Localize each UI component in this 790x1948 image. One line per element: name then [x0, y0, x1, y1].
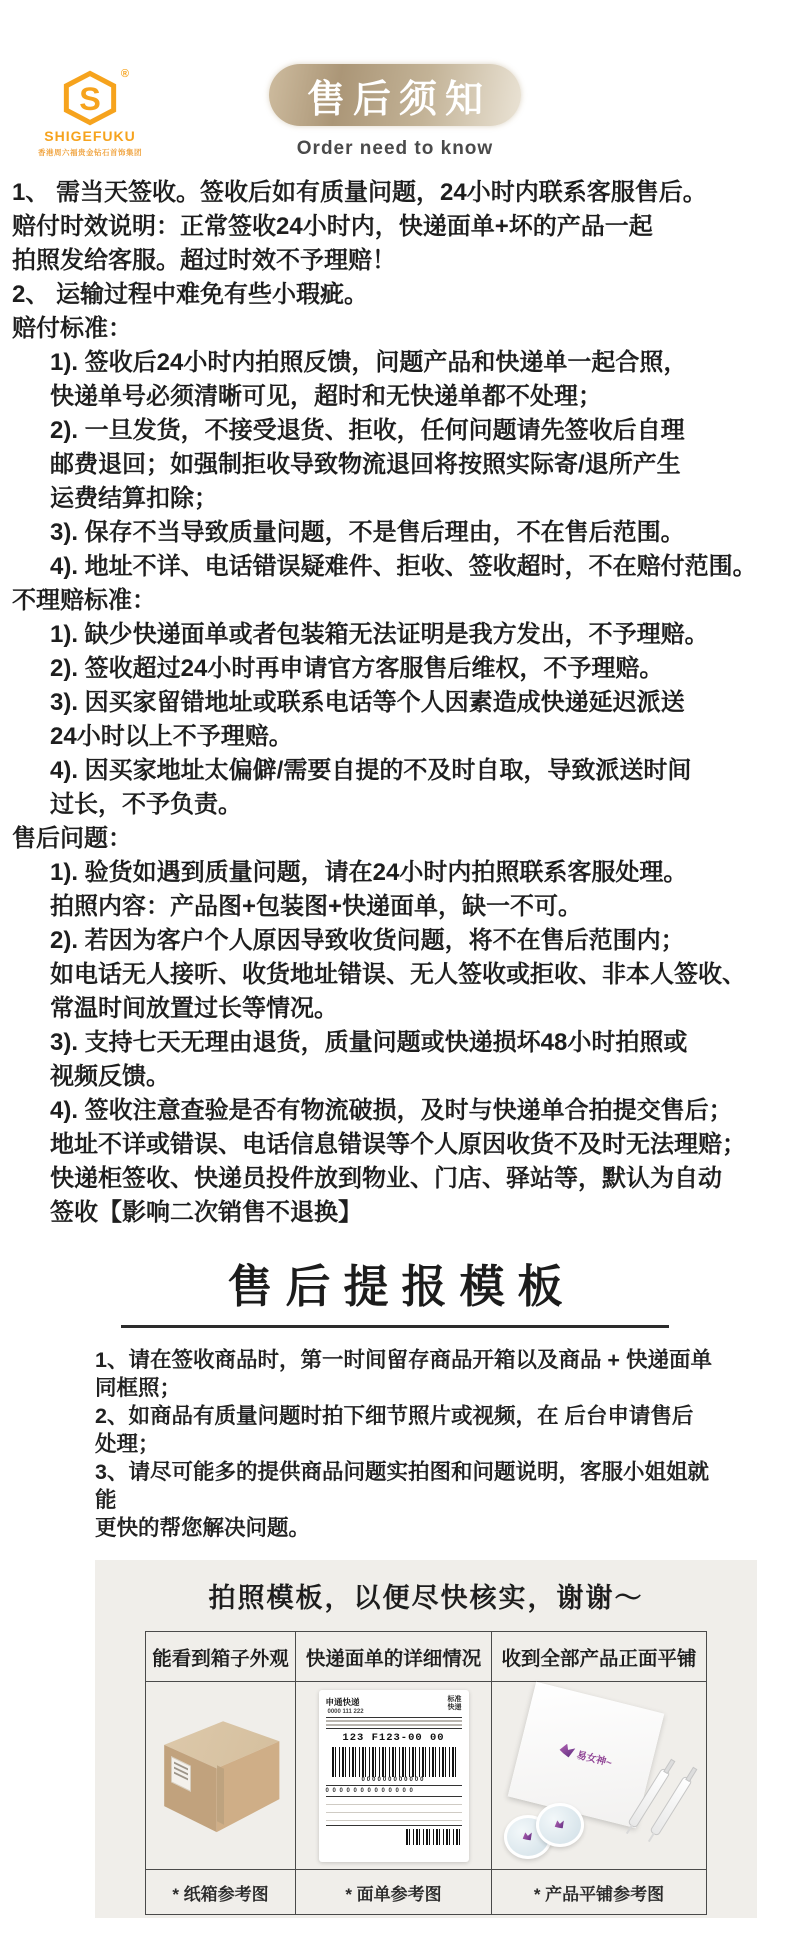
notice-line: 快递柜签收、快递员投件放到物业、门店、驿站等，默认为自动	[50, 1165, 722, 1192]
notice-line: 1). 验货如遇到质量问题，请在24小时内拍照联系客服处理。	[50, 859, 688, 886]
notice-line: 2). 签收超过24小时再申请官方客服售后维权，不予理赔。	[50, 655, 664, 682]
waybill-service-type	[448, 1696, 462, 1712]
notice-text	[0, 176, 790, 1230]
brand-logo	[20, 70, 160, 158]
notice-line: 3). 支持七天无理由退货，质量问题或快递损坏48小时拍照或	[50, 1029, 688, 1056]
notice-line: 4). 地址不详、电话错误疑难件、拒收、签收超时，不在赔付范围。	[50, 553, 757, 580]
template-instruction-line: 同框照；	[95, 1376, 182, 1400]
waybill-illustration	[319, 1690, 469, 1862]
caption-products: * 产品平铺参考图	[533, 1884, 665, 1904]
template-instruction-line: 处理；	[95, 1432, 160, 1456]
notice-line: 视频反馈。	[50, 1063, 170, 1090]
waybill-service-line1: 标准	[447, 1695, 462, 1703]
title-banner	[269, 64, 521, 126]
photo-example-panel	[95, 1560, 757, 1918]
waybill-address-lines	[326, 1717, 462, 1726]
registered-mark: ®	[120, 68, 129, 80]
product-brand-text: 易女神~	[575, 1749, 613, 1769]
column-header-products: 收到全部产品正面平铺	[492, 1632, 706, 1682]
notice-line: 不理赔标准：	[12, 587, 156, 614]
template-instruction-line: 3、请尽可能多的提供商品问题实拍图和问题说明，客服小姐姐就能	[95, 1460, 709, 1512]
notice-line: 1、 需当天签收。签收后如有质量问题，24小时内联系客服售后。	[12, 179, 707, 206]
notice-line: 24小时以上不予理赔。	[50, 723, 293, 750]
product-flatlay-illustration	[492, 1682, 706, 1869]
template-section-title: 售后提报模板	[227, 1261, 576, 1312]
barcode	[332, 1747, 456, 1777]
waybill-code: 0000 111 222	[327, 1708, 364, 1715]
column-header-waybill: 快递面单的详细情况	[296, 1632, 492, 1682]
notice-line: 拍照发给客服。超过时效不予理赔！	[12, 247, 396, 274]
notice-line: 地址不详或错误、电话信息错误等个人原因收货不及时无法理赔；	[50, 1131, 746, 1158]
cardboard-box-illustration	[157, 1717, 285, 1835]
barcode-digits: 000000000000	[361, 1776, 426, 1783]
waybill-tracking-number: 123 F123-00 00	[326, 1728, 462, 1744]
box-tape	[217, 1766, 224, 1825]
waybill-bottom-section	[326, 1825, 462, 1845]
product-brand-icon	[558, 1742, 576, 1758]
template-instruction-line: 更快的帮您解决问题。	[95, 1516, 311, 1540]
notice-line: 1). 缺少快递面单或者包装箱无法证明是我方发出，不予理赔。	[50, 621, 709, 648]
notice-line: 3). 保存不当导致质量问题，不是售后理由，不在售后范围。	[50, 519, 685, 546]
template-instruction-line: 2、如商品有质量问题时拍下细节照片或视频，在 后台申请售后	[95, 1404, 694, 1428]
notice-line: 拍照内容：产品图+包装图+快递面单，缺一不可。	[50, 893, 583, 920]
template-instructions	[95, 1346, 715, 1542]
notice-line: 赔付时效说明：正常签收24小时内，快递面单+坏的产品一起	[12, 213, 653, 240]
photo-panel-title: 拍照模板，以便尽快核实，谢谢～	[208, 1583, 644, 1613]
notice-line: 常温时间放置过长等情况。	[50, 995, 338, 1022]
brand-hexagon-s-icon	[57, 68, 129, 126]
caption-box: * 纸箱参考图	[146, 1870, 296, 1914]
notice-line: 2、 运输过程中难免有些小瑕疵。	[12, 281, 369, 308]
notice-line: 售后问题：	[12, 825, 132, 852]
notice-line: 签收【影响二次销售不退换】	[50, 1199, 362, 1226]
shipping-label-photo	[296, 1682, 492, 1870]
page-title: 售后须知	[306, 78, 491, 121]
notice-line: 3). 因买家留错地址或联系电话等个人因素造成快递延迟派送	[50, 689, 685, 716]
notice-line: 过长，不予负责。	[50, 791, 242, 818]
page-subtitle: Order need to know	[296, 138, 494, 159]
notice-line: 赔付标准：	[12, 315, 132, 342]
cardboard-box-photo	[146, 1682, 296, 1870]
blister-tray-2	[536, 1803, 584, 1847]
caption-waybill: * 面单参考图	[296, 1870, 492, 1914]
notice-line: 邮费退回；如强制拒收导致物流退回将按照实际寄/退所产生	[50, 451, 681, 478]
notice-line: 运费结算扣除；	[50, 485, 218, 512]
brand-name: SHIGEFUKU	[44, 128, 136, 144]
heading-divider	[121, 1325, 669, 1328]
waybill-tick-row: 0 0 0 0 0 0 0 0 0 0 0 0 0	[326, 1785, 462, 1794]
waybill-courier: 申通快递	[325, 1696, 360, 1707]
product-flatlay-photo	[492, 1682, 706, 1870]
waybill-form-rows	[326, 1796, 462, 1821]
barcode-small	[406, 1829, 462, 1845]
notice-line: 2). 若因为客户个人原因导致收货问题，将不在售后范围内；	[50, 927, 685, 954]
after-sales-notice-page	[0, 64, 790, 1948]
waybill-service-line2: 快递	[447, 1703, 462, 1711]
brand-tagline: 香港周六福贵金钻石首饰集团	[38, 148, 142, 157]
notice-line: 1). 签收后24小时内拍照反馈，问题产品和快递单一起合照，	[50, 349, 688, 376]
photo-example-table	[145, 1631, 707, 1915]
notice-line: 2). 一旦发货，不接受退货、拒收，任何问题请先签收后自理	[50, 417, 685, 444]
notice-line: 快递单号必须清晰可见，超时和无快递单都不处理；	[50, 383, 602, 410]
notice-line: 4). 签收注意查验是否有物流破损，及时与快递单合拍提交售后；	[50, 1097, 733, 1124]
template-instruction-line: 1、请在签收商品时，第一时间留存商品开箱以及商品 + 快递面单	[95, 1348, 712, 1372]
column-header-box: 能看到箱子外观	[146, 1632, 296, 1682]
notice-line: 4). 因买家地址太偏僻/需要自提的不及时自取，导致派送时间	[50, 757, 692, 784]
svg-text:S: S	[79, 80, 101, 117]
notice-line: 如电话无人接听、收货地址错误、无人签收或拒收、非本人签收、	[50, 961, 746, 988]
